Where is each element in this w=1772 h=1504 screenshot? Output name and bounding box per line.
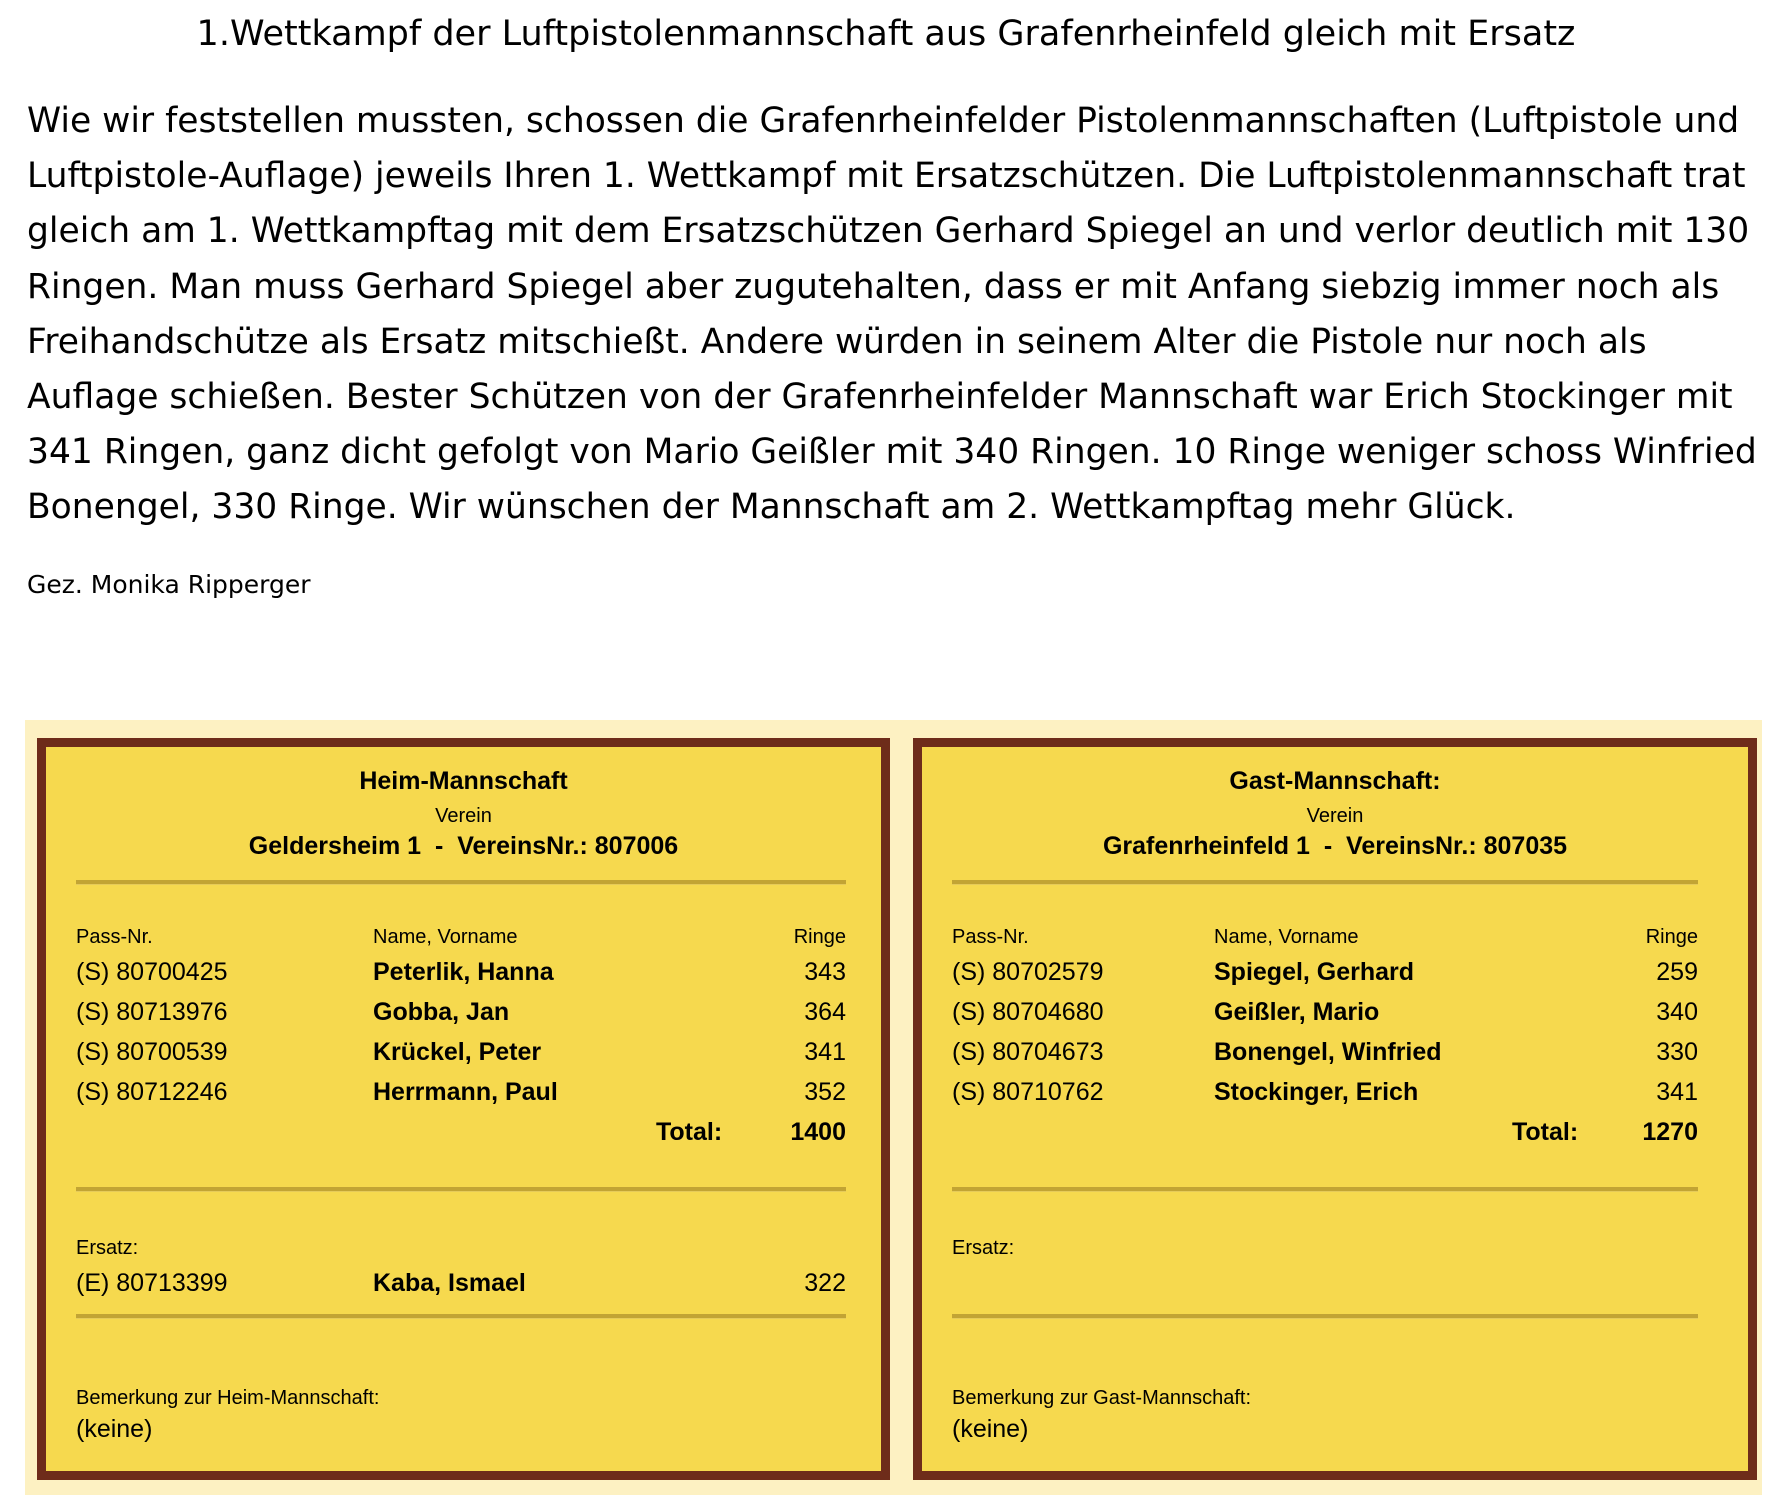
card-subtitle: Verein [435, 805, 492, 827]
shooter-pass: (S) 80712246 [76, 1078, 228, 1106]
shooter-score: 364 [804, 998, 846, 1026]
guest-team-card [913, 738, 1757, 1480]
shooter-pass: (S) 80702579 [952, 958, 1104, 986]
shooter-pass: (S) 80700539 [76, 1038, 228, 1066]
remark-value: (keine) [952, 1415, 1029, 1443]
column-header-pass: Pass-Nr. [952, 926, 1029, 948]
shooter-name: Gobba, Jan [373, 998, 510, 1026]
remark-label: Bemerkung zur Gast-Mannschaft: [952, 1387, 1252, 1409]
article-headline: 1.Wettkampf der Luftpistolenmannschaft aus Grafenrheinfeld gleich mit Ersatz [196, 14, 1576, 54]
shooter-pass: (S) 80700425 [76, 958, 228, 986]
divider [952, 880, 1698, 885]
shooter-score: 259 [1656, 958, 1698, 986]
shooter-name: Peterlik, Hanna [373, 958, 554, 986]
shooter-score: 341 [804, 1038, 846, 1066]
divider [952, 1314, 1698, 1319]
card-subtitle: Verein [1306, 805, 1364, 827]
shooter-name: Bonengel, Winfried [1214, 1038, 1442, 1066]
shooter-name: Herrmann, Paul [373, 1078, 558, 1106]
divider [76, 1314, 846, 1319]
shooter-score: 352 [804, 1078, 846, 1106]
card-title: Heim-Mannschaft [359, 767, 568, 795]
team-total: 1400 [790, 1118, 846, 1146]
shooter-name: Krückel, Peter [373, 1038, 542, 1066]
substitute-pass: (E) 80713399 [76, 1269, 228, 1297]
remark-value: (keine) [76, 1415, 153, 1443]
shooter-name: Geißler, Mario [1214, 998, 1380, 1026]
shooter-pass: (S) 80710762 [952, 1078, 1104, 1106]
divider [952, 1187, 1698, 1192]
home-team-card [37, 738, 890, 1480]
column-header-score: Ringe [793, 926, 846, 948]
shooter-score: 340 [1656, 998, 1698, 1026]
total-label: Total: [656, 1118, 723, 1146]
remark-label: Bemerkung zur Heim-Mannschaft: [76, 1387, 380, 1409]
total-label: Total: [1512, 1118, 1579, 1146]
shooter-pass: (S) 80704680 [952, 998, 1104, 1026]
club-name: Geldersheim 1 - VereinsNr.: 807006 [248, 832, 679, 860]
substitute-label: Ersatz: [952, 1237, 1015, 1259]
column-header-name: Name, Vorname [1214, 926, 1359, 948]
divider [76, 1187, 846, 1192]
column-header-pass: Pass-Nr. [76, 926, 153, 948]
card-title: Gast-Mannschaft: [1229, 767, 1441, 795]
substitute-name: Kaba, Ismael [373, 1269, 526, 1297]
shooter-score: 330 [1656, 1038, 1698, 1066]
shooter-name: Stockinger, Erich [1214, 1078, 1419, 1106]
shooter-name: Spiegel, Gerhard [1214, 958, 1415, 986]
shooter-score: 341 [1656, 1078, 1698, 1106]
shooter-pass: (S) 80704673 [952, 1038, 1104, 1066]
divider [76, 880, 846, 885]
article-body: Wie wir feststellen mussten, schossen die Grafenrheinfelder Pistolenmannschaften (Luftpistole und Luftpistole-Auflage) jeweils Ihren 1. Wettkampf mit Ersatzschützen. Die Luftpistolenmannschaft trat gleich am 1. Wettkampftag mit dem Ersatzschützen Gerhard Spiegel an und verlor deutlich mit 130 Ringen. Man muss Gerhard Spiegel aber zugutehalten, dass er mit Anfang siebzig immer noch als Freihandschütze als Ersatz mitschießt. Andere würden in seinem Alter die Pistole nur noch als Auflage schießen. Bester Schützen von der Grafenrheinfelder Mannschaft war Erich Stockinger mit 341 Ringen, ganz dicht gefolgt von Mario Geißler mit 340 Ringen. 10 Ringe weniger schoss Winfried Bonengel, 330 Ringe. Wir wünschen der Mannschaft am 2. Wettkampftag mehr Glück. [27, 101, 1757, 528]
column-header-name: Name, Vorname [373, 926, 518, 948]
shooter-pass: (S) 80713976 [76, 998, 228, 1026]
signature: Gez. Monika Ripperger [27, 570, 311, 599]
column-header-score: Ringe [1645, 926, 1698, 948]
club-name: Grafenrheinfeld 1 - VereinsNr.: 807035 [1102, 832, 1568, 860]
substitute-label: Ersatz: [76, 1237, 139, 1259]
team-total: 1270 [1642, 1118, 1698, 1146]
substitute-score: 322 [804, 1269, 846, 1297]
shooter-score: 343 [804, 958, 846, 986]
